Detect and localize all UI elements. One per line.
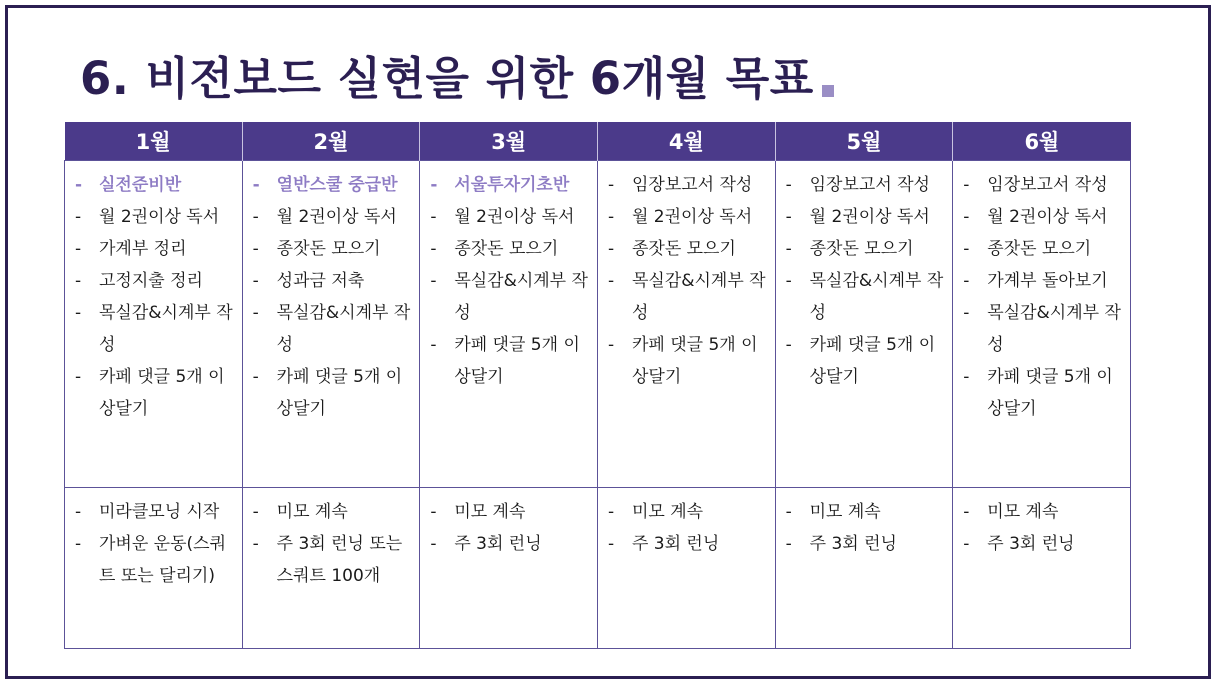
goal-item: - 목실감&시계부 작성 [251,297,414,361]
title-accent-square [822,85,834,97]
goal-item: - 가계부 정리 [73,233,236,265]
goal-item: - 목실감&시계부 작성 [73,297,236,361]
habit-item: - 주 3회 런닝 [606,528,769,560]
goal-item: - 목실감&시계부 작성 [428,265,591,329]
habit-item: - 주 3회 런닝 [428,528,591,560]
goal-item: - 목실감&시계부 작성 [784,265,947,329]
month-header-row [65,122,1131,161]
month-header-3: 3월 [420,122,598,161]
habit-item: - 주 3회 런닝 [961,528,1124,560]
goal-item: - 실전준비반 [73,169,236,201]
habit-item: - 미모 계속 [961,496,1124,528]
goal-item: - 월 2권이상 독서 [428,201,591,233]
goal-item: - 종잣돈 모으기 [606,233,769,265]
goal-item: - 월 2권이상 독서 [784,201,947,233]
goal-item: - 카페 댓글 5개 이상달기 [251,361,414,425]
goal-item: - 종잣돈 모으기 [784,233,947,265]
habits-cell-6 [953,488,1131,649]
page-title: 6. 비전보드 실현을 위한 6개월 목표 [80,52,814,105]
goal-item: - 가계부 돌아보기 [961,265,1124,297]
habit-item: - 미라클모닝 시작 [73,496,236,528]
month-header-6: 6월 [953,122,1131,161]
goal-item: - 월 2권이상 독서 [73,201,236,233]
goal-item: - 월 2권이상 독서 [961,201,1124,233]
goal-item: - 목실감&시계부 작성 [606,265,769,329]
habits-cell-4 [597,488,775,649]
habit-item: - 주 3회 런닝 [784,528,947,560]
goal-item: - 임장보고서 작성 [961,169,1124,201]
habit-item: - 미모 계속 [784,496,947,528]
habit-item: - 가벼운 운동(스쿼트 또는 달리기) [73,528,236,592]
habits-cell-5 [775,488,953,649]
habits-row [65,488,1131,649]
habit-item: - 미모 계속 [606,496,769,528]
goal-item: - 카페 댓글 5개 이상달기 [428,329,591,393]
goal-item: - 임장보고서 작성 [606,169,769,201]
month-header-1: 1월 [65,122,243,161]
habit-item: - 주 3회 런닝 또는 스쿼트 100개 [251,528,414,592]
habits-cell-1 [65,488,243,649]
title-block [80,52,834,105]
habits-cell-2 [242,488,420,649]
goal-item: - 임장보고서 작성 [784,169,947,201]
goal-item: - 카페 댓글 5개 이상달기 [784,329,947,393]
goals-cell-3 [420,161,598,488]
goal-item: - 고정지출 정리 [73,265,236,297]
month-header-4: 4월 [597,122,775,161]
goals-cell-4 [597,161,775,488]
goal-item: - 종잣돈 모으기 [961,233,1124,265]
goal-item: - 카페 댓글 5개 이상달기 [961,361,1124,425]
habit-item: - 미모 계속 [428,496,591,528]
goal-item: - 카페 댓글 5개 이상달기 [606,329,769,393]
goal-item: - 서울투자기초반 [428,169,591,201]
goal-item: - 월 2권이상 독서 [606,201,769,233]
goal-item: - 목실감&시계부 작성 [961,297,1124,361]
habit-item: - 미모 계속 [251,496,414,528]
month-header-2: 2월 [242,122,420,161]
goals-cell-1 [65,161,243,488]
goals-cell-2 [242,161,420,488]
habits-cell-3 [420,488,598,649]
goals-cell-5 [775,161,953,488]
goals-row [65,161,1131,488]
goal-item: - 카페 댓글 5개 이상달기 [73,361,236,425]
month-header-5: 5월 [775,122,953,161]
goal-item: - 월 2권이상 독서 [251,201,414,233]
goal-item: - 종잣돈 모으기 [251,233,414,265]
six-month-plan-table [64,122,1131,649]
goal-item: - 열반스쿨 중급반 [251,169,414,201]
goal-item: - 종잣돈 모으기 [428,233,591,265]
goal-item: - 성과금 저축 [251,265,414,297]
goals-cell-6 [953,161,1131,488]
